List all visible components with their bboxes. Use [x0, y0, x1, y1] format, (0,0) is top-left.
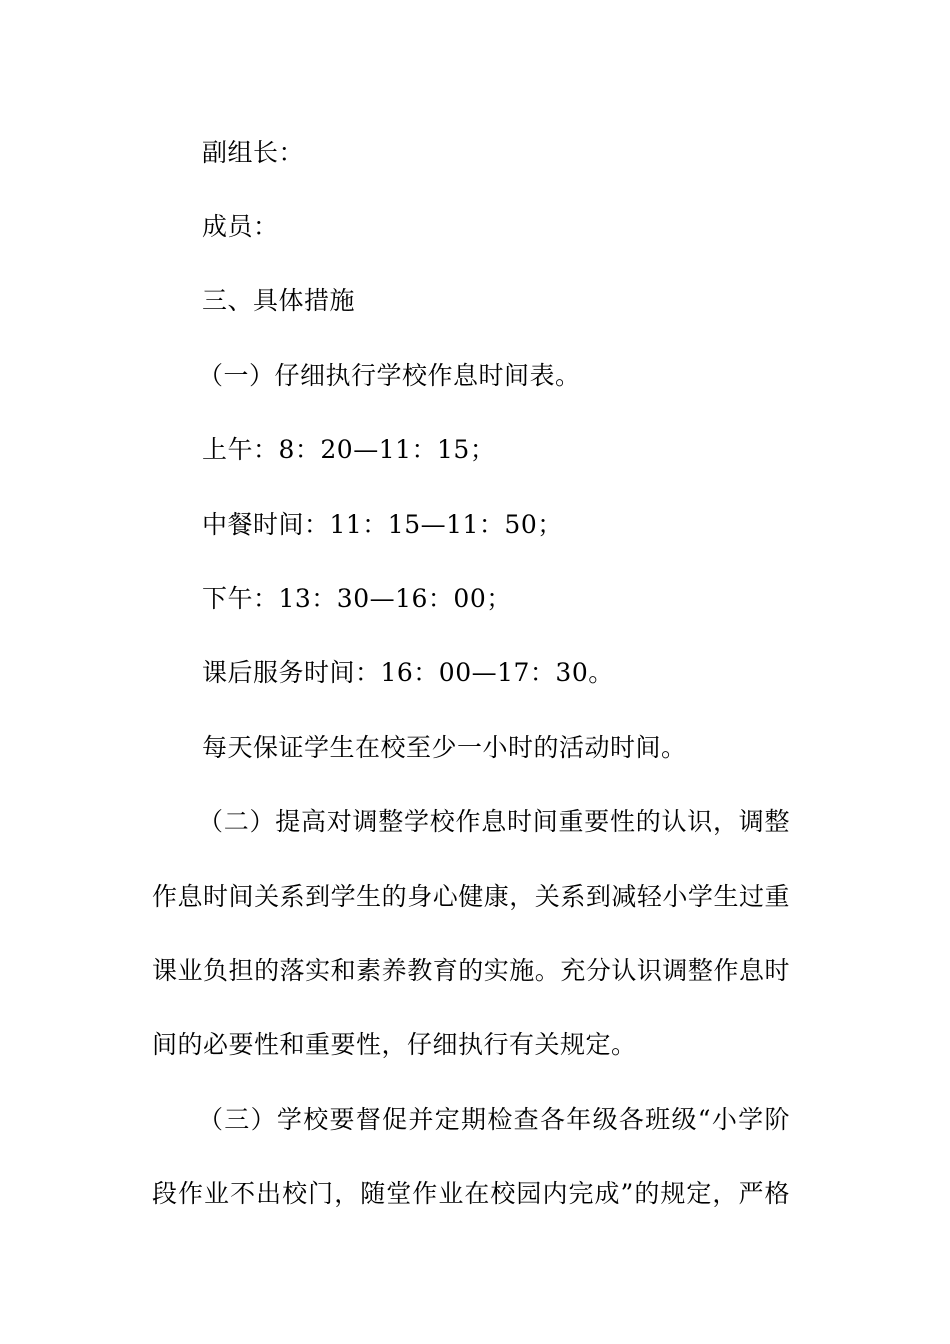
schedule-after-school: 课后服务时间：16：00—17：30。	[202, 658, 614, 687]
paragraph-2-line-1: （二）提高对调整学校作息时间重要性的认识，调整	[198, 807, 790, 836]
section-heading-measures: 三、具体措施	[202, 286, 356, 315]
paragraph-2-line-2: 作息时间关系到学生的身心健康，关系到减轻小学生过重	[152, 882, 790, 911]
schedule-lunch: 中餐时间：11：15—11：50；	[202, 510, 563, 539]
schedule-afternoon: 下午：13：30—16：00；	[202, 584, 512, 613]
subsection-heading-1: （一）仔细执行学校作息时间表。	[198, 361, 581, 390]
paragraph-3-line-2: 段作业不出校门，随堂作业在校园内完成”的规定，严格	[152, 1179, 790, 1208]
paragraph-2-line-4: 间的必要性和重要性，仔细执行有关规定。	[152, 1030, 637, 1059]
text-line-members: 成员：	[202, 212, 279, 241]
paragraph-2-line-3: 课业负担的落实和素养教育的实施。充分认识调整作息时	[152, 956, 790, 985]
paragraph-3-line-1: （三）学校要督促并定期检查各年级各班级“小学阶	[198, 1105, 790, 1134]
text-line-vice-leader: 副组长：	[202, 138, 305, 167]
schedule-morning: 上午：8：20—11：15；	[202, 435, 496, 464]
text-line-activity-time: 每天保证学生在校至少一小时的活动时间。	[202, 733, 687, 762]
